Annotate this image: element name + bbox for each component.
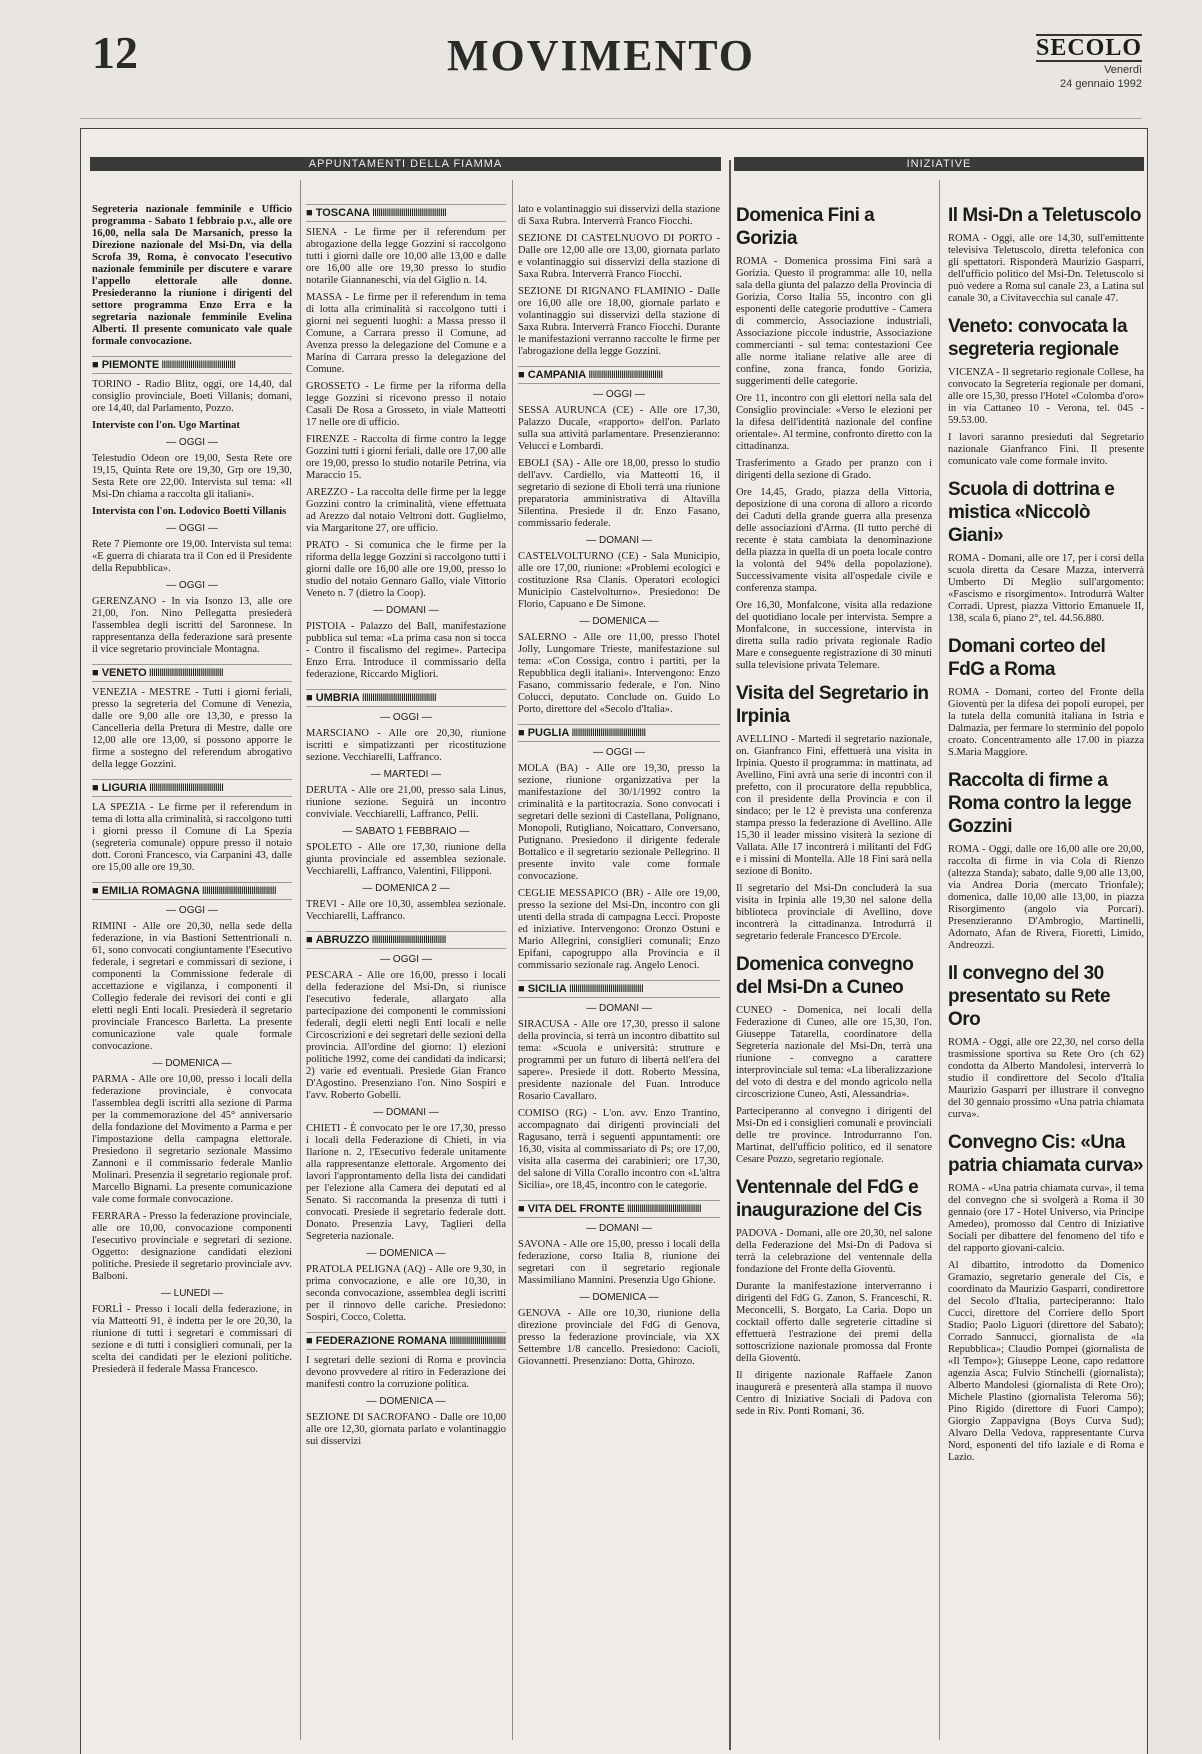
article-text: Al dibattito, introdotto da Domenico Gramazio, segretario generale del Cis, e coordinato da Maurizio Gasparri, condirettore del Secolo d'Italia, parteciperanno: Italo Cucci, direttore del Corriere dello Sport Stadio; Paolo Liguori (direttore del Sabato); Corrado Sannucci, giornalista de «la Repubblica»; Claudio Pompei (giornalista de «Il Tempo»); Giuseppe Leone, capo redattore agenzia Asca; Fulvio Stinchelli (giornalista); Alberto Mandolesi (giornalista di Rete Oro); Michele Plastino (giornalista Teleroma 56); Pino Rigido (direttore di Fuori Campo); Giorgio Zappavigna (Boys Curva Sud); Alvaro Della Vedova, rappresentante Curva Nord, esponenti del tifo laziale e di Roma e Lazio. [948, 1260, 1144, 1463]
region-header: ■ UMBRIA IIIIIIIIIIIIIIIIIIIIIIIIIIIIIIIIIIII [306, 689, 506, 707]
article-text: PESCARA - Alle ore 16,00, presso i locali della federazione del Msi-Dn, si riunisce l'esecutivo federale, allargato alla partecipazione dei componenti le commissioni federali, degli eletti negli Enti locali e nelle Circoscrizioni e dei segretari delle sezioni della provincia. All'ordine del giorno: 1) elezioni politiche 1992, come dei candidati da indicarsi; 2) varie ed eventuali. Presiede Gian Franco D'Agostino. Presenziano l'on. Nino Sospiri e l'avv. Roberto Gobelli. [306, 970, 506, 1101]
day-label: — DOMENICA — [579, 1292, 659, 1303]
article-text: Il dirigente nazionale Raffaele Zanon inaugurerà e presenterà alla stampa il nuovo Centro di Iniziative Sociali di Padova con sede in Riv. Ponti Romani, 36. [736, 1370, 932, 1417]
article-headline: Convegno Cis: «Una patria chiamata curva» [948, 1132, 1143, 1176]
day-label: — DOMANI — [586, 535, 652, 546]
article-text: AVELLINO - Martedì il segretario nazionale, on. Gianfranco Fini, effettuerà una visita in Irpinia. Questo il programma: in mattinata, ad Avellino, Fini avrà una serie di incontri con il prefetto, con il procuratore della repubblica, con il presidente della Provincia e con il sindaco; per le 12 è prevista una conferenza stampa presso la federazione di Avellino. Alle 15,30 il leader missino visiterà la sezione di Vallata. Alle 17 incontrerà i militanti del FdG e i missini di Montella. Alle 18 Fini sarà nella sezione di Bonito. [736, 734, 932, 877]
article-text: I segretari delle sezioni di Roma e provincia devono provvedere al ritiro in Federazione dei manifesti contro la corruzione politica. [306, 1355, 506, 1390]
article-text: Rete 7 Piemonte ore 19,00. Intervista sul tema: «E guerra di chiarata tra il Con ed il Presidente della Repubblica». [92, 539, 292, 574]
region-header: ■ PUGLIA IIIIIIIIIIIIIIIIIIIIIIIIIIIIIIIIIIII [518, 724, 720, 742]
day-label: — OGGI — [593, 747, 645, 758]
article-text: GENOVA - Alle ore 10,30, riunione della direzione provinciale del FdG di Genova, presso la federazione provinciale, via XX Settembre 1/8 cancello. Presiedono: Cacioli, Giovannetti. Presenziano: Dotta, Ghirozo. [518, 1308, 720, 1367]
region-header: ■ EMILIA ROMAGNA IIIIIIIIIIIIIIIIIIIIIIIIIIIIIIIIIIII [92, 882, 292, 900]
day-label: — OGGI — [380, 712, 432, 723]
article-headline: Il convegno del 30 presentato su Rete Oro [948, 963, 1111, 1030]
column-3 [518, 204, 720, 1744]
article-text: FIRENZE - Raccolta di firme contro la legge Gozzini tutti i giorni feriali, dalle ore 17,00 alle ore 19,00, presso lo studio notarile Petrina, via Maraccio 15. [306, 434, 506, 481]
column-2 [306, 204, 506, 1744]
article-text: MARSCIANO - Alle ore 20,30, riunione iscritti e simpatizzanti per ricostituzione sezione. Vecchiarelli, Laffranco. [306, 728, 506, 763]
article-text: SIENA - Le firme per il referendum per abrogazione della legge Gozzini si raccolgono tutti i giorni dalle ore 10,00 alle 13,00 e dalle ore 16,00 alle ore 19,30 presso lo studio notarile Giannaneschi, via del Giglio n. 14. [306, 227, 506, 286]
article-text: PRATOLA PELIGNA (AQ) - Alle ore 9,30, in prima convocazione, e alle ore 10,30, in seconda convocazione, assemblea degli iscritti per il rinnovo delle cariche. Presiedono: Sospiri, Cocco, Coletta. [306, 1264, 506, 1323]
section-title: MOVIMENTO [446, 31, 756, 80]
day-label: — OGGI — [166, 905, 218, 916]
article-text: CASTELVOLTURNO (CE) - Sala Municipio, alle ore 17,00, riunione: «Problemi ecologici e costituzione Rsa Clanis. Operatori ecologici Municipio Castelvolturno». Presiedono: De Florio, Capuano e De Simone. [518, 551, 720, 610]
article-text: EBOLI (SA) - Alle ore 18,00, presso lo studio dell'avv. Cardiello, via Matteotti 16, il segretario di sezione di Eboli terrà una riunione preparatoria amministrativa di Altavilla Silentina. Presiede il dr. Enzo Fasano, commissario federale. [518, 458, 720, 529]
article-text: CEGLIE MESSAPICO (BR) - Alle ore 19,00, presso la sezione del Msi-Dn, incontro con gli utenti della strada di campagna Lecci. Proposte ed iniziative. Intervengono: Oronzo Ostuni e Mario Allegrini, consiglieri comunali; Enzo Epifani, capogruppo alla Provincia e il commissario sezionale rag. Angelo Lenoci. [518, 888, 720, 971]
day-label: — DOMENICA — [152, 1058, 232, 1069]
subheading: Interviste con l'on. Ugo Martinat [92, 420, 240, 431]
region-header: ■ VITA DEL FRONTE IIIIIIIIIIIIIIIIIIIIIIIIIIIIIIIIIIII [518, 1200, 720, 1218]
article-text: Ore 16,30, Monfalcone, visita alla redazione del quotidiano locale per intervista. Sempre a Monfalcone, in successione, intervista in diretta sulla radio privata regionale Radio Mare e conseguente registrazione di 30 minuti sulla televisione privata Telemare. [736, 600, 932, 671]
article-text: VICENZA - Il segretario regionale Collese, ha convocato la Segreteria regionale per domani, alle ore 15,30, presso l'Hotel «Colomba d'oro» in via Cattaneo 10 - Verona, tel. 045 - 59.53.00. [948, 367, 1144, 426]
day-label: — MARTEDI — [370, 769, 442, 780]
article-text: SAVONA - Alle ore 15,00, presso i locali della federazione, corso Italia 8, riunione dei segretari con il segretario regionale Massimiliano Mannini. Presenzia Ugo Ghione. [518, 1239, 720, 1286]
day-label: — DOMANI — [373, 605, 439, 616]
article-text: PRATO - Si comunica che le firme per la riforma della legge Gozzini si raccolgono tutti i giorni dalle ore 16,00 alle ore 19,00, presso lo studio del notaio Gennaro Gallo, viale Vittorio Veneto n. 7 (dietro la Coop). [306, 540, 506, 599]
article-text: VENEZIA - MESTRE - Tutti i giorni feriali, presso la segreteria del Comune di Venezia, dalle ore 9,00 alle ore 13,30, e presso la Cancelleria della Pretura di Mestre, dalle ore 12,00 alle ore 13,00, si possono apporre le firme a sostegno del referendum abrogativo della legge Gozzini. [92, 687, 292, 770]
article-text: GERENZANO - In via Isonzo 13, alle ore 21,00, l'on. Nino Pellegatta presiederà l'assemblea degli iscritti del Saronnese. In rappresentanza della federazione sarà presente il vice segretario provinciale Montagna. [92, 596, 292, 655]
column-4 [736, 204, 932, 1744]
article-text: Trasferimento a Grado per pranzo con i dirigenti della sezione di Grado. [736, 458, 932, 481]
article-text: MASSA - Le firme per il referendum in tema di lotta alla criminalità si raccolgono tutti i giorni nei seguenti luoghi: a Massa presso il Comune, a Carrara presso il Comune, ad Avenza presso la delegazione del Comune e a Marina di Carrara presso la delegazione del Comune. [306, 292, 506, 375]
article-text: GROSSETO - Le firme per la riforma della legge Gozzini si ricevono presso il notaio Casali De Rosa a Grosseto, in viale Matteotti 17 nelle ore di ufficio. [306, 381, 506, 428]
article-text: SALERNO - Alle ore 11,00, presso l'hotel Jolly, Lungomare Trieste, manifestazione sul tema: «Con Cossiga, contro i partiti, per la Repubblica degli italiani». Intervengono: Enzo Fasano, commissario federale, e l'on. Nino Colucci, deputato. Conclude on. Guido Lo Porto, direttore del «Secolo d'Italia». [518, 632, 720, 715]
day-label: — OGGI — [166, 523, 218, 534]
date: 24 gennaio 1992 [1060, 78, 1142, 90]
article-text: PISTOIA - Palazzo del Ball, manifestazione pubblica sul tema: «La prima casa non si tocca - Contro il fiscalismo del regime». Partecipa Enzo Erra. Introduce il commissario della federazione, Riccardo Migliori. [306, 621, 506, 680]
article-text: ROMA - Domenica prossima Fini sarà a Gorizia. Questo il programma: alle 10, nella sala della giunta del palazzo della Provincia di Gorizia, Corso Italia 55, incontro con gli esponenti delle categorie produttive - Camera di commercio, Associazione industriali, Associazione piccole industrie, Associazione commercianti - sul tema: contestazioni Cee alle norme italiane relative alle aree di confine, zona franca, fondo Gorizia, suggerimenti delle categorie. [736, 256, 932, 387]
band-appuntamenti: APPUNTAMENTI DELLA FIAMMA [90, 157, 721, 171]
masthead-brand [1036, 34, 1142, 90]
article-text: COMISO (RG) - L'on. avv. Enzo Trantino, accompagnato dai dirigenti provinciali del Ragusano, terrà i seguenti appuntamenti: ore 16,30, visita al commissariato di Ps; ore 17,00, visita alla caserma dei carabinieri; ore 17,30, del salone di Villa Corallo incontro con «L'altra Sicilia», ore 18,45, incontro con le categorie. [518, 1108, 720, 1191]
day-label: — OGGI — [166, 580, 218, 591]
article-text: MOLA (BA) - Alle ore 19,30, presso la sezione, riunione organizzativa per la manifestazione del 30/1/1992 contro la criminalità e la partitocrazia. Sono convocati i segretari delle sezioni di Castellana, Polignano, Monopoli, Rutigliano, Noicattaro, Conversano, Putignano. Presiedono il dirigente federale Bottalico e il segretario sezionale Pellegrino. Il presente invito vale come formale convocazione. [518, 763, 720, 882]
day-label: — LUNEDI — [160, 1288, 224, 1299]
region-header: ■ LIGURIA IIIIIIIIIIIIIIIIIIIIIIIIIIIIIIIIIIII [92, 779, 292, 797]
article-text: SPOLETO - Alle ore 17,30, riunione della giunta provinciale ed assemblea sezionale. Vecchiarelli, Laffranco, Valentini, Filipponi. [306, 842, 506, 877]
day-label: — DOMENICA — [366, 1396, 446, 1407]
article-text: Ore 14,45, Grado, piazza della Vittoria, deposizione di una corona di alloro a ricordo dei Caduti della grande guerra alla presenza delle associazioni d'Arma. (Il tutto perché di recente è stata cambiata la denominazione della piazza in quella di un poeta locale contro la volontà del 94% della popolazione). Successivamente visita all'ospedale civile e conferenza stampa. [736, 487, 932, 594]
article-text: FERRARA - Presso la federazione provinciale, alle ore 10,00, convocazione componenti l'esecutivo provinciale e segretari di sezione. Oggetto: designazione candidati elezioni politiche. Presiede il segretario provinciale avv. Balboni. [92, 1211, 292, 1282]
region-header: ■ VENETO IIIIIIIIIIIIIIIIIIIIIIIIIIIIIIIIIIII [92, 664, 292, 682]
region-header: ■ ABRUZZO IIIIIIIIIIIIIIIIIIIIIIIIIIIIIIIIIIII [306, 931, 506, 949]
article-headline: Scuola di dottrina e mistica «Niccolò Giani» [948, 479, 1115, 546]
page-number: 12 [92, 27, 138, 78]
article-text: Telestudio Odeon ore 19,00, Sesta Rete ore 19,15, Quinta Rete ore 19,30, Grp ore 19,30, Sesta Rete ore 22,00. Intervista sul tema: «Il Msi-Dn chiama a raccolta gli italiani». [92, 453, 292, 500]
day-label: — DOMENICA 2 — [362, 883, 450, 894]
day-label: — OGGI — [593, 389, 645, 400]
article-text: SEZIONE DI SACROFANO - Dalle ore 10,00 alle ore 12,30, giornata parlato e volantinaggio sui disservizi [306, 1412, 506, 1447]
day-label: — DOMANI — [586, 1003, 652, 1014]
article-text: TREVI - Alle ore 10,30, assemblea sezionale. Vecchiarelli, Laffranco. [306, 899, 506, 922]
article-text: lato e volantinaggio sui disservizi della stazione di Saxa Rubra. Interverrà Franco Fiocchi. [518, 204, 720, 227]
day-label: — OGGI — [380, 954, 432, 965]
article-headline: Visita del Segretario in Irpinia [736, 683, 929, 727]
article-text: I lavori saranno presieduti dal Segretario nazionale Gianfranco Fini. Il presente comunicato vale come formale invito. [948, 432, 1144, 467]
day-label: — DOMANI — [373, 1107, 439, 1118]
article-text: CUNEO - Domenica, nei locali della Federazione di Cuneo, alle ore 15,30, l'on. Giuseppe Tatarella, coordinatore della Segreteria nazionale del Msi-Dn, terrà una riunione - convegno a carattere interprovinciale sul tema: «La liberalizzazione del voto di destra e del mondo agricolo nella circoscrizione Cuneo, Asti, Alessandria». [736, 1005, 932, 1100]
article-text: SEZIONE DI RIGNANO FLAMINIO - Dalle ore 16,00 alle ore 18,00, giornale parlato e volantinaggio sui disservizi della stazione di Saxa Rubra. Interverrà Franco Fiocchi. Durante le manifestazioni verranno raccolte le firme per l'abrogazione della legge Gozzini. [518, 286, 720, 357]
article-text: Segreteria nazionale femminile e Ufficio programma - Sabato 1 febbraio p.v., alle ore 16,00, nella sala De Marsanich, presso la Direzione nazionale del Msi-Dn, via della Scrofa 39, Roma, è convocato l'esecutivo nazionale femminile per discutere e varare l'appello elettorale alle donne. Presiederanno la riunione i dirigenti del settore programma Enzo Erra e la segretaria nazionale femminile Evelina Alberti. Il presente comunicato vale quale formale convocazione. [92, 204, 292, 347]
brand-logo: SECOLO [1035, 35, 1142, 61]
article-text: ROMA - Oggi, alle ore 22,30, nel corso della trasmissione sportiva su Rete Oro (ch 62) condotta da Alberto Mandolesi, interverrà lo studio il condirettore del Secolo d'Italia Maurizio Gasparri per illustrare il convegno del 30 gennaio prossimo «Una patria chiamata curva». [948, 1037, 1144, 1120]
article-text: SIRACUSA - Alle ore 17,30, presso il salone della provincia, si terrà un incontro dibattito sul tema: «Scuola e università: strutture e programmi per un futuro di libertà nell'era del sapere». Presiede il dott. Roberto Messina, presidente nazionale del Fuan. Introduce Rosario Cavallaro. [518, 1019, 720, 1102]
article-text: LA SPEZIA - Le firme per il referendum in tema di lotta alla criminalità, si raccolgono tutti i giorni presso il Comune di La Spezia (segreteria comunale) oppure presso il notaio dott. Coroni Francesco, via Carpanini 43, dalle ore 15,00 alle ore 19,30. [92, 802, 292, 873]
article-text: PARMA - Alle ore 10,00, presso i locali della federazione provinciale, è convocata l'assemblea degli iscritti alla sezione di Parma per la commemorazione del 45° anniversario della fondazione del Movimento a Parma e per l'impostazione della campagna elettorale. Presiedono il segretario sezionale Massimo Zannoni e il commissario federale Manlio Molinari. Presenzia il segretario regionale prof. Marcello Bignami. La presente comunicazione vale come formale convocazione. [92, 1074, 292, 1205]
column-rule [939, 180, 940, 1740]
article-headline: Ventennale del FdG e inaugurazione del Cis [736, 1177, 922, 1221]
article-text: AREZZO - La raccolta delle firme per la legge Gozzini contro la criminalità, viene effettuata ad Arezzo dal notaio Veltroni dott. Guglielmo, via Margaritone 27, ore ufficio. [306, 487, 506, 534]
article-text: FORLÌ - Presso i locali della federazione, in via Matteotti 91, è indetta per le ore 20,30, la riunione di tutti i segretari e commissari di sezione e di tutti i consiglieri comunali, per la scelta dei candidati per le elezioni politiche. Presiederà il federale Massa Francesco. [92, 1304, 292, 1375]
article-headline: Veneto: convocata la segreteria regionale [948, 316, 1128, 360]
article-headline: Domenica convegno del Msi-Dn a Cuneo [736, 954, 914, 998]
masthead-rule [80, 118, 1142, 119]
day-label: — DOMENICA — [579, 616, 659, 627]
section-divider [729, 160, 731, 1750]
day-label: — OGGI — [166, 437, 218, 448]
column-rule [512, 180, 513, 1740]
article-text: Durante la manifestazione interverranno i dirigenti del FdG G. Zanon, S. Franceschi, R. Meconcelli, S. Borgato, La Caria. Dopo un cocktail offerto dalle segreterie cittadine si effettuerà l'estrazione dei premi della sottoscrizione nazionale promossa dal Fronte della Gioventù. [736, 1281, 932, 1364]
article-text: RIMINI - Alle ore 20,30, nella sede della federazione, in via Bastioni Settentrionali n. 61, sono convocati congiuntamente l'Esecutivo federale, i segretari e commissari di sezione, i componenti la Commissione federale di accettazione e vigilanza, i componenti il Collegio federale dei revisori dei conti e gli eletti negli Enti locali. Presiederà il segretario provinciale Francesco Barletta. La presente comunicazione vale quale formale convocazione. [92, 921, 292, 1052]
region-header: ■ PIEMONTE IIIIIIIIIIIIIIIIIIIIIIIIIIIIIIIIIIII [92, 356, 292, 374]
article-text: TORINO - Radio Blitz, oggi, ore 14,40, dal consiglio provinciale, Boeti Villanis; domani, ore 14,40, dal Parlamento, Pozzo. [92, 379, 292, 414]
region-header: ■ TOSCANA IIIIIIIIIIIIIIIIIIIIIIIIIIIIIIIIIIII [306, 204, 506, 222]
article-text: ROMA - Domani, alle ore 17, per i corsi della scuola diretta da Cesare Mazza, interverrà Umberto Di Meglio sull'argomento: «Fascismo e risorgimento». Introdurrà Walter Corradi. Uprest, piazza Vittorio Emanuele II, 138, scala 6, piano 2°, tel. 44.56.880. [948, 553, 1144, 624]
article-text: ROMA - Oggi, alle ore 14,30, sull'emittente televisiva Teletuscolo, diretta telefonica con gli spettatori. Risponderà Maurizio Gasparri, dell'ufficio politico del Msi-Dn. Teletuscolo si può vedere a Roma sul canale 23, a Latina sul canale 30, a Civitavecchia sul canale 47. [948, 233, 1144, 304]
article-text: ROMA - Oggi, dalle ore 16,00 alle ore 20,00, raccolta di firme in via Cola di Rienzo (altezza Standa); sabato, dalle 9,00 alle 13,00, via Andrea Doria (mercato Trionfale); domenica, dalle 10,00 alle 13,00, in piazza Risorgimento (angolo via Porcari). Presenzieranno D'Ambrogio, Martinelli, Adornato, Afan de Rivera, Fiorettì, Limido, Andreozzi. [948, 844, 1144, 951]
column-rule [300, 180, 301, 1740]
article-text: CHIETI - È convocato per le ore 17,30, presso i locali della Federazione di Chieti, in via Ilarione n. 2, l'Esecutivo federale unitamente alla rappresentanze elettorale. Argomento dei lavori l'approntamento della lista dei candidati per l'elezione alla Camera dei deputati ed al Senato. Si raccomanda la presenza di tutti i convocati. Presiede il segretario federale dott. Donato. Presenzia Lavy, Taglieri della Segreteria nazionale. [306, 1123, 506, 1242]
article-text: Ore 11, incontro con gli elettori nella sala del Consiglio provinciale: «Verso le elezioni per la difesa dell'identità nazionale del confine orientale». Al termine, confronto diretto con la cittadinanza. [736, 393, 932, 452]
article-headline: Domani corteo del FdG a Roma [948, 636, 1106, 680]
subheading: Intervista con l'on. Lodovico Boetti Villanis [92, 506, 287, 517]
article-text: DERUTA - Alle ore 21,00, presso sala Linus, riunione sezione. Seguirà un incontro conviviale. Vecchiarelli, Laffranco, Pelli. [306, 785, 506, 820]
day-label: — DOMENICA — [366, 1248, 446, 1259]
region-header: ■ SICILIA IIIIIIIIIIIIIIIIIIIIIIIIIIIIIIIIIIII [518, 980, 720, 998]
band-iniziative: INIZIATIVE [734, 157, 1144, 171]
article-text: PADOVA - Domani, alle ore 20,30, nel salone della Federazione del Msi-Dn di Padova si terrà la celebrazione del ventennale della fondazione del Fronte della Gioventù. [736, 1228, 932, 1275]
article-headline: Domenica Fini a Gorizia [736, 205, 875, 249]
article-text: Parteciperanno al convegno i dirigenti del Msi-Dn ed i consiglieri comunali e provinciali delle tre province. Introdurranno l'on. Martinat, dell'ufficio politico, ed il senatore Cesare Pozzo, segretario regionale. [736, 1106, 932, 1165]
day-label: — SABATO 1 FEBBRAIO — [342, 826, 470, 837]
date-day: Venerdì [1104, 64, 1142, 76]
region-header: ■ CAMPANIA IIIIIIIIIIIIIIIIIIIIIIIIIIIIIIIIIIII [518, 366, 720, 384]
article-text: SESSA AURUNCA (CE) - Alle ore 17,30, Palazzo Ducale, «rapporto» dell'on. Parlato sulla sua attività parlamentare. Presenzieranno: Velucci e Lombardi. [518, 405, 720, 452]
article-headline: Il Msi-Dn a Teletuscolo [948, 205, 1141, 226]
article-text: ROMA - «Una patria chiamata curva», il tema del convegno che si svolgerà a Roma il 30 gennaio (ore 17 - Hotel Universo, via Principe Amedeo), promosso dal Centro di Iniziative Sociali per dibattere del fenomeno del tifo e del rapporto giovani-calcio. [948, 1183, 1144, 1254]
article-text: Il segretario del Msi-Dn concluderà la sua visita in Irpinia alle 19,30 nel salone della biblioteca provinciale di Avellino, dove incontrerà la cittadinanza. Introdurrà il segretario federale Francesco D'Ercole. [736, 883, 932, 942]
article-text: SEZIONE DI CASTELNUOVO DI PORTO - Dalle ore 12,00 alle ore 13,00, giornata parlato e volantinaggio sui disservizi della stazione di Saxa Rubra. Interverrà Franco Fiocchi. [518, 233, 720, 280]
region-header: ■ FEDERAZIONE ROMANA IIIIIIIIIIIIIIIIIIIIIIIIIIIIIIIIIIII [306, 1332, 506, 1350]
column-1 [92, 204, 292, 1744]
day-label: — DOMANI — [586, 1223, 652, 1234]
article-headline: Raccolta di firme a Roma contro la legge Gozzini [948, 770, 1132, 837]
column-5 [948, 204, 1144, 1744]
article-text: ROMA - Domani, corteo del Fronte della Gioventù per la difesa dei popoli europei, per la tutela della comunità italiana in Istria e Dalmazia, per fermare lo sterminio del popolo croato. Concentramento alle 17.00 in piazza S.Maria Maggiore. [948, 687, 1144, 758]
